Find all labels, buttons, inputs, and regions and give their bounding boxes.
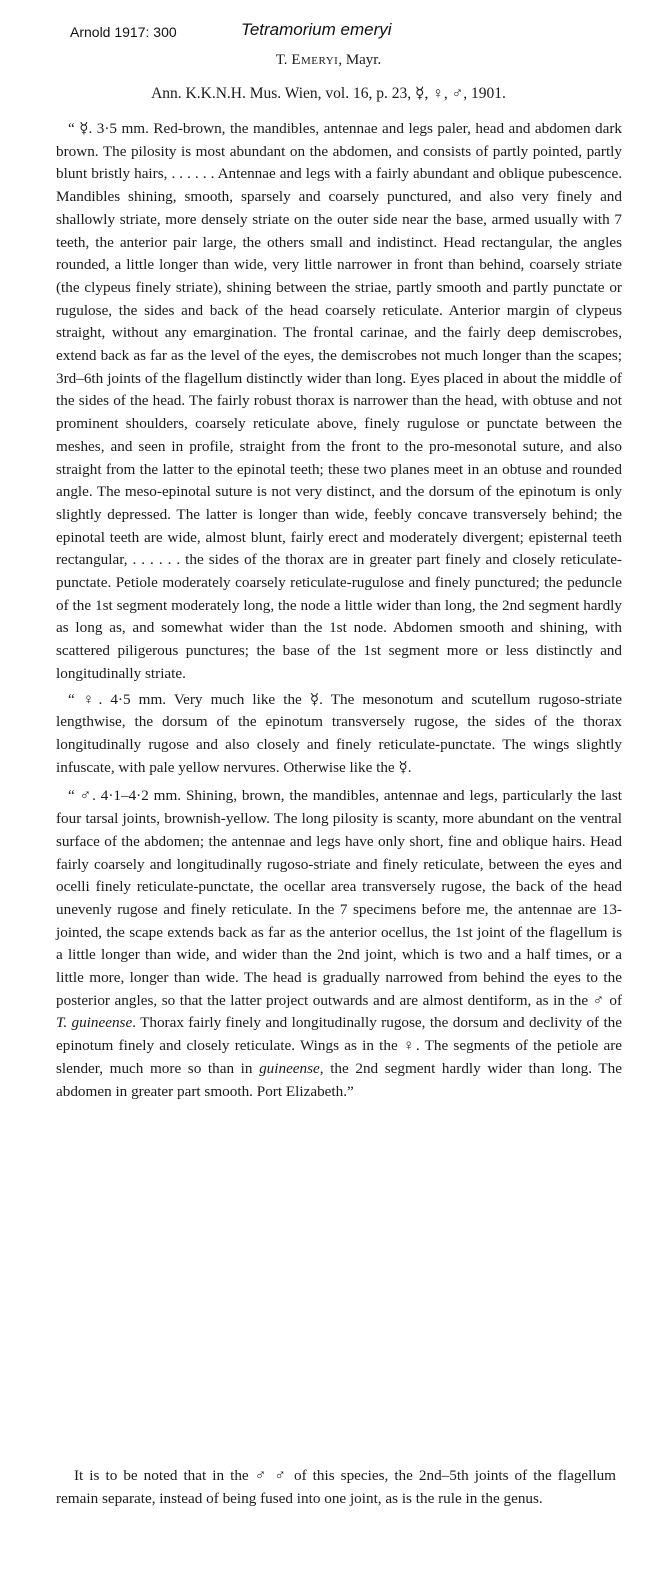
species-name-italic: T. guineense [56, 1014, 133, 1032]
male-description-text-1: “ ♂. 4·1–4·2 mm. Shining, brown, the mandibles, antennae and legs, particularly the last four tarsal joints, brownish-yellow. The long pilosity is scanty, more abundant on the ventral surface of the abdomen; the antennae and legs have only short, fine and oblique hairs. Head fairly coarsely and longitudinally rugoso-striate and finely reticulate, between the eyes and ocelli finely reticulate-punctate, the ocellar area transversely rugose, the back of the head unevenly rugose and finely reticulate. In the 7 specimens before me, the antennae are 13-jointed, the scape extends back as far as the anterior ocellus, the 1st joint of the flagellum is a little longer than wide, and wider than the 2nd joint, which is two and a half times, or a little more, longer than wide. The head is gradually narrowed from behind the eyes to the posterior angles, so that the latter project outwards and are almost dentiform, as in the ♂ of [56, 787, 622, 1009]
male-description [56, 785, 622, 1103]
citation-note: Arnold 1917: 300 [70, 24, 177, 40]
worker-description: “ ☿. 3·5 mm. Red-brown, the mandibles, antennae and legs paler, head and abdomen dark brown. The pilosity is most abundant on the abdomen, and consists of partly pointed, partly blunt bristly hairs, . . . . . . Antennae and legs with a fairly abundant and oblique pubescence. Mandibles shining, smooth, sparsely and coarsely punctured, and also very finely and shallowly striate, more densely striate on the outer side near the base, armed usually with 7 teeth, the anterior pair large, the others small and indistinct. Head rectangular, the angles rounded, a little longer than wide, very little narrower in front than behind, coarsely striate (the clypeus finely striate), shining between the striae, partly smooth and partly punctate or rugulose, the sides and back of the head coarsely reticulate. Anterior margin of clypeus straight, without any emargination. The frontal carinae, and the fairly deep demiscrobes, extend back as far as the level of the eyes, the demiscrobes not much longer than the scapes; 3rd–6th joints of the flagellum distinctly wider than long. Eyes placed in about the middle of the sides of the head. The fairly robust thorax is narrower than the head, with obtuse and not prominent shoulders, coarsely reticulate above, finely rugulose or punctate between the meshes, and seen in profile, straight from the front to the pro-mesonotal suture, and also straight from the latter to the epinotal teeth; these two planes meet in an obtuse and rounded angle. The meso-epinotal suture is not very distinct, and the dorsum of the epinotum is only slightly depressed. The latter is longer than wide, feebly concave transversely behind; the epinotal teeth are wide, almost blunt, fairly erect and moderately divergent; episternal teeth rectangular, . . . . . . the sides of the thorax are in greater part finely and closely reticulate-punctate. Petiole moderately coarsely reticulate-rugulose and finely punctured; the peduncle of the 1st segment moderately long, the node a little wider than long, the 2nd segment hardly as long as, and somewhat wider than the 1st node. Abdomen smooth and shining, with scattered piligerous punctures; the base of the 1st segment more or less distinctly and longitudinally striate. [56, 120, 622, 682]
taxon-name [0, 52, 657, 69]
bibliographic-reference: Ann. K.K.N.H. Mus. Wien, vol. 16, p. 23, ☿, ♀, ♂, 1901. [151, 85, 506, 102]
species-name-italic: guineense [259, 1059, 320, 1077]
closing-note-text: It is to be noted that in the ♂ ♂ of this species, the 2nd–5th joints of the flagellum remain separate, instead of being fused into one joint, as is the rule in the genus. [56, 1467, 616, 1507]
male-description-text-3: , the 2nd segment hardly wider than long. The abdomen in greater part smooth. Port Elizabeth.” [56, 1059, 622, 1100]
taxon-name-main: Emeryi [291, 52, 339, 68]
female-description: “ ♀. 4·5 mm. Very much like the ☿. The mesonotum and scutellum rugoso-striate lengthwise, the dorsum of the epinotum transversely rugose, the sides of the thorax longitudinally rugose and also closely and finely reticulate-punctate. The wings slightly infuscate, with pale yellow nervures. Otherwise like the ☿. [56, 690, 622, 776]
taxon-name-initial: T. [275, 52, 292, 68]
male-description-text-2: . Thorax fairly finely and longitudinally rugose, the dorsum and declivity of the epinotum finely and closely reticulate. Wings as in the ♀. The segments of the petiole are slender, much more so than in [56, 1014, 623, 1077]
page-header [70, 18, 630, 46]
species-heading: Tetramorium emeryi [241, 20, 392, 39]
quoted-description [56, 118, 622, 1103]
taxon-author: , Mayr. [338, 52, 382, 68]
closing-note [56, 1464, 616, 1510]
